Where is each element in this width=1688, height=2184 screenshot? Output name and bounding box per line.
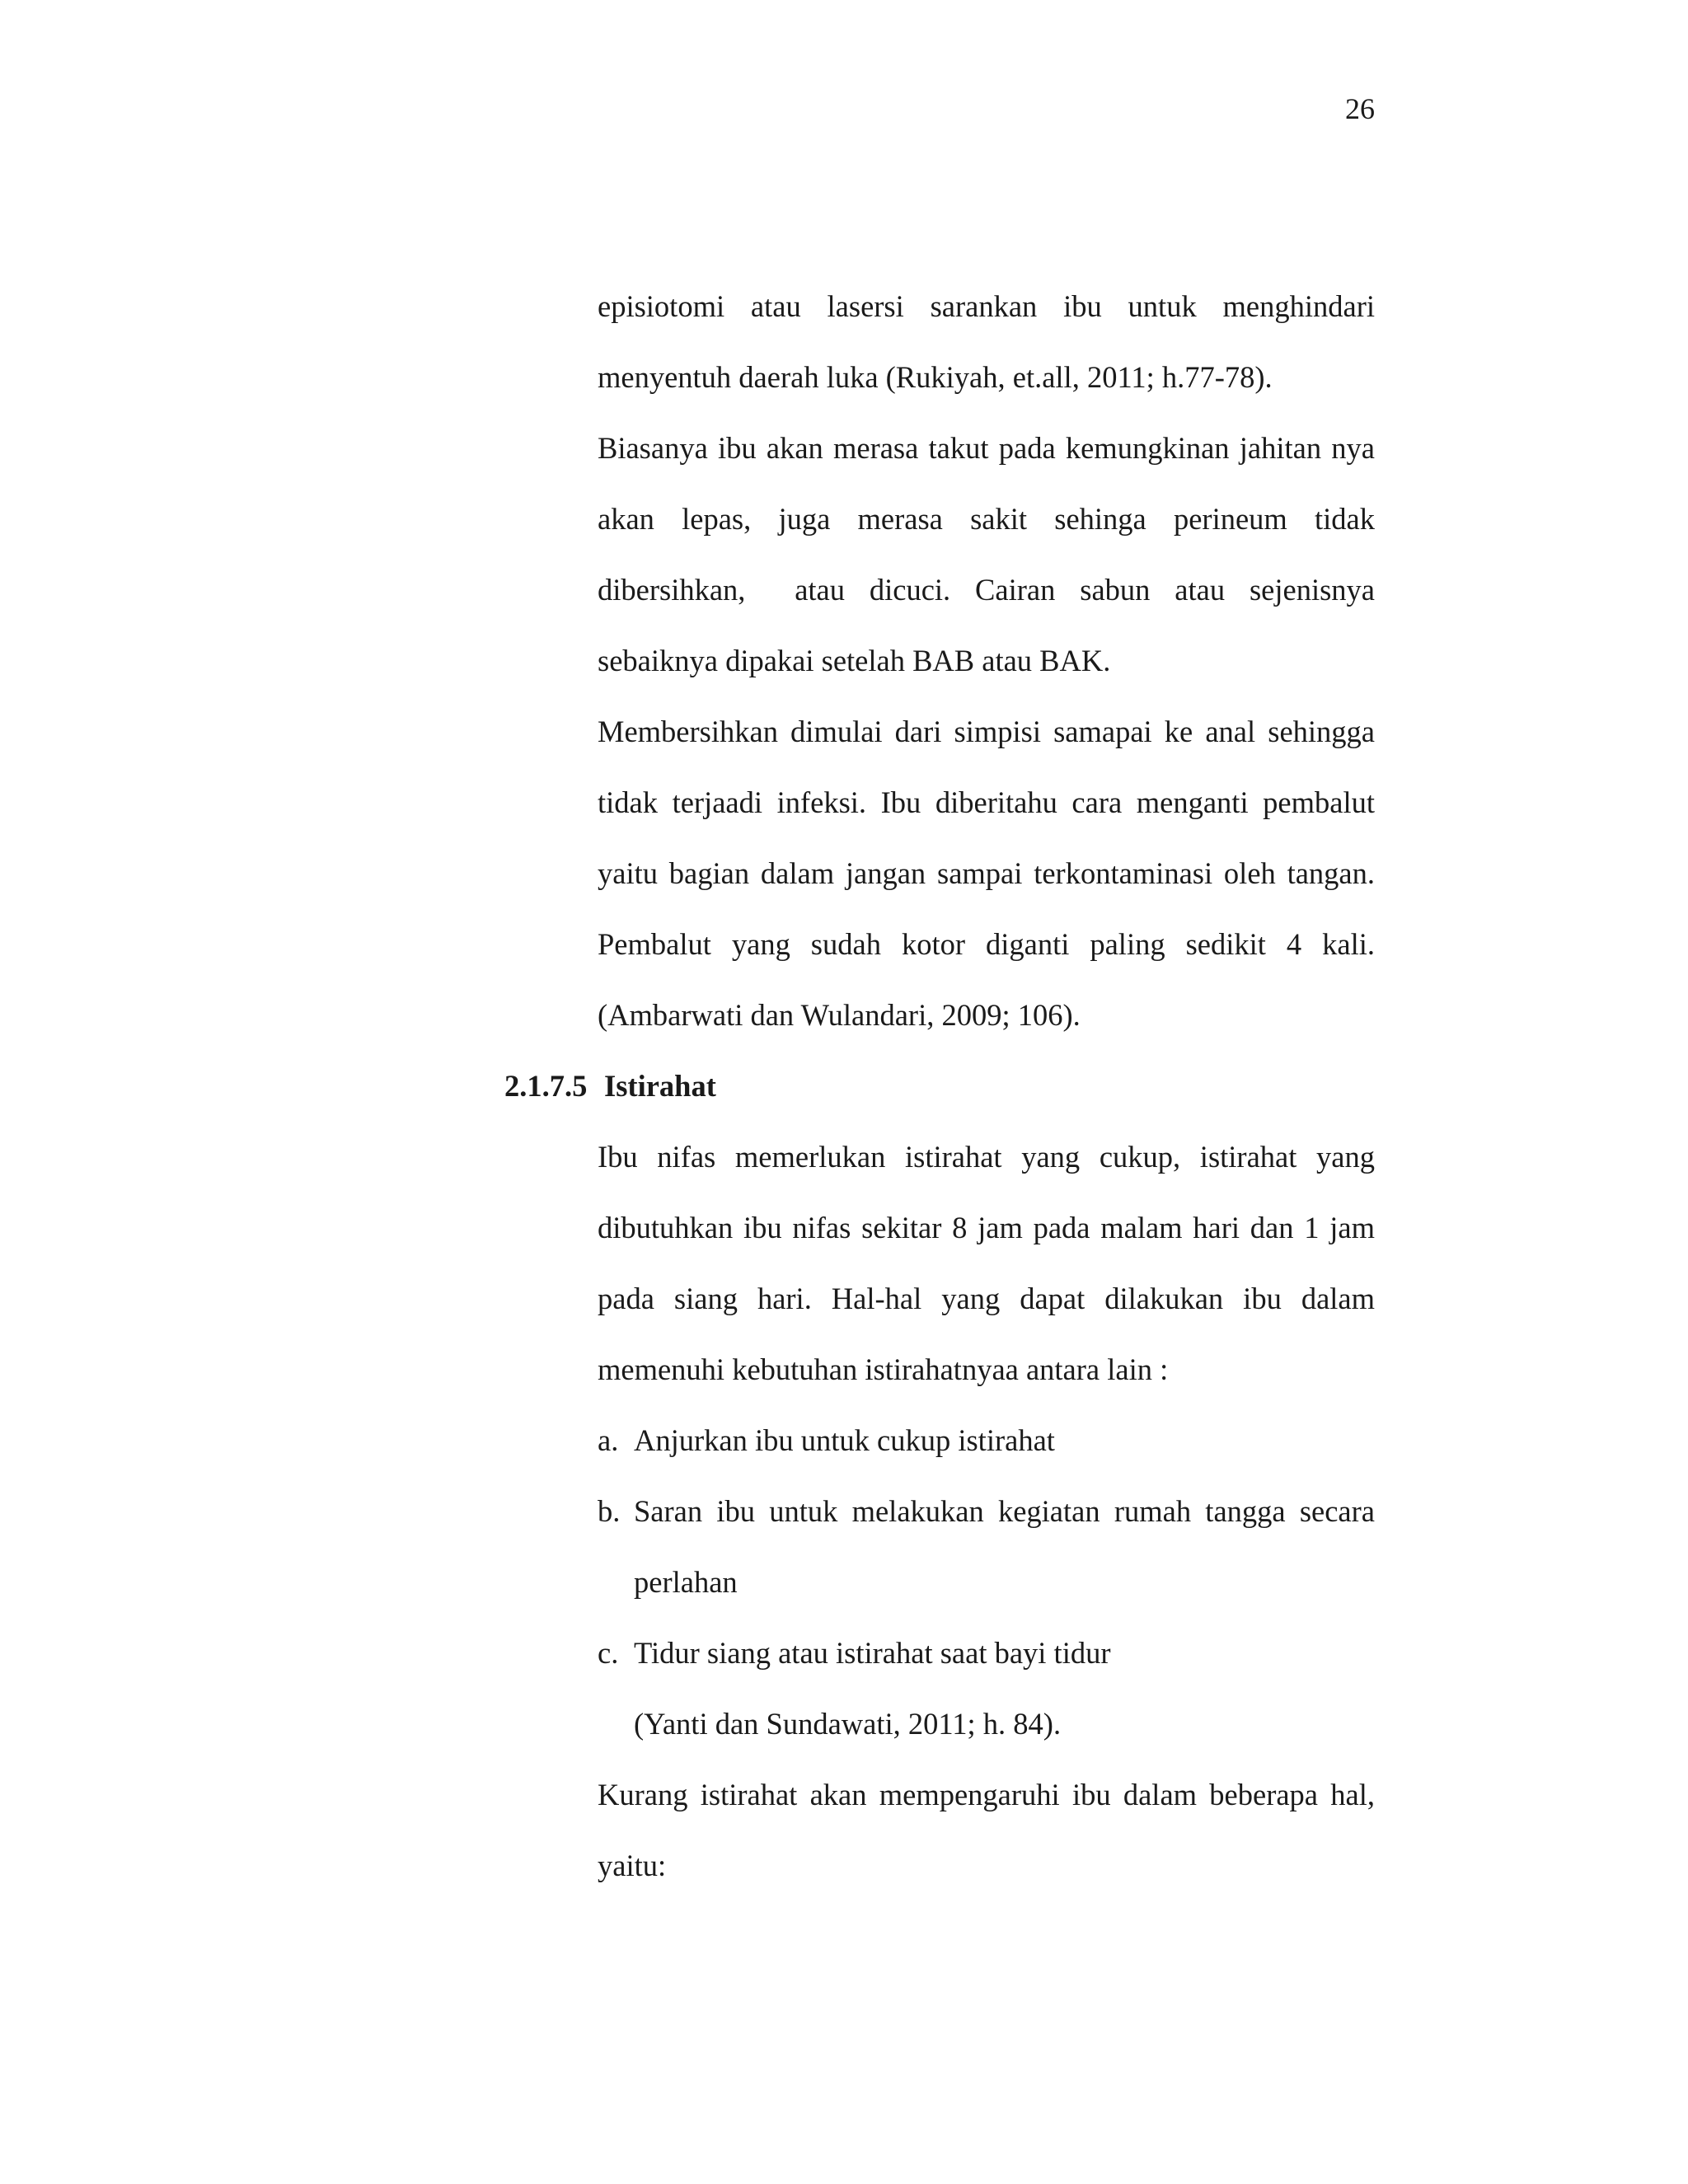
list-item-citation: (Yanti dan Sundawati, 2011; h. 84).	[634, 1707, 1062, 1741]
section-heading	[504, 1066, 716, 1106]
paragraph-line: dibersihkan, atau dicuci. Cairan sabun atau sejenisnya	[598, 573, 1375, 607]
section-title: Istirahat	[604, 1069, 716, 1103]
paragraph-line: tidak terjaadi infeksi. Ibu diberitahu cara menganti pembalut	[598, 785, 1375, 819]
paragraph-line: pada siang hari. Hal-hal yang dapat dilakukan ibu dalam	[598, 1282, 1375, 1315]
list-item	[598, 1421, 1375, 1460]
list-item-marker: b.	[598, 1494, 621, 1528]
list-item	[598, 1633, 1375, 1673]
list-item-continuation: perlahan	[634, 1565, 738, 1599]
page-number: 26	[1345, 92, 1375, 125]
paragraph-line: Membersihkan dimulai dari simpisi samapai ke anal sehingga	[598, 715, 1375, 748]
list-item-text: Anjurkan ibu untuk cukup istirahat	[634, 1423, 1055, 1457]
paragraph-line: episiotomi atau lasersi sarankan ibu untuk menghindari	[598, 289, 1375, 323]
paragraph-line: dibutuhkan ibu nifas sekitar 8 jam pada malam hari dan 1 jam	[598, 1211, 1375, 1244]
paragraph-line: memenuhi kebutuhan istirahatnyaa antara lain :	[598, 1352, 1169, 1386]
paragraph-line: Biasanya ibu akan merasa takut pada kemungkinan jahitan nya	[598, 431, 1375, 465]
paragraph-line: sebaiknya dipakai setelah BAB atau BAK.	[598, 644, 1111, 677]
paragraph-line: yaitu:	[598, 1849, 667, 1882]
paragraph-line: yaitu bagian dalam jangan sampai terkontaminasi oleh tangan.	[598, 856, 1375, 890]
list-item	[598, 1492, 1375, 1531]
paragraph-line: akan lepas, juga merasa sakit sehinga perineum tidak	[598, 502, 1375, 536]
paragraph-line: (Ambarwati dan Wulandari, 2009; 106).	[598, 998, 1081, 1032]
list-item-marker: a.	[598, 1423, 619, 1457]
paragraph-line: Pembalut yang sudah kotor diganti paling sedikit 4 kali.	[598, 927, 1375, 961]
section-number: 2.1.7.5	[504, 1069, 588, 1103]
list-item-text: Tidur siang atau istirahat saat bayi tidur	[634, 1636, 1111, 1670]
paragraph-line: Kurang istirahat akan mempengaruhi ibu dalam beberapa hal,	[598, 1778, 1375, 1811]
paragraph-line: menyentuh daerah luka (Rukiyah, et.all, 2011; h.77-78).	[598, 360, 1273, 394]
list-item-text: Saran ibu untuk melakukan kegiatan rumah tangga secara	[634, 1494, 1375, 1528]
paragraph-line: Ibu nifas memerlukan istirahat yang cukup, istirahat yang	[598, 1140, 1375, 1174]
list-item-marker: c.	[598, 1636, 619, 1670]
